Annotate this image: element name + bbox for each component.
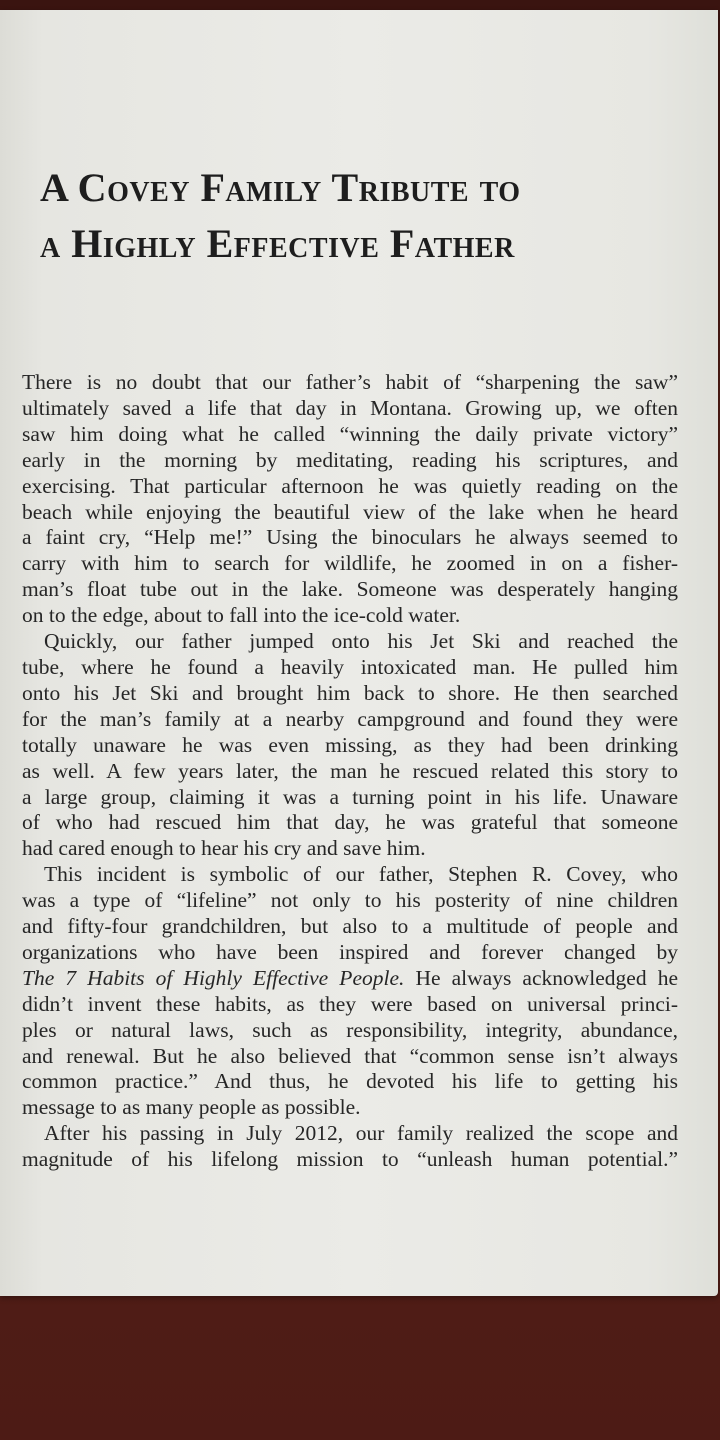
body-text (22, 370, 678, 1173)
text-line (22, 966, 678, 992)
text-line: of who had rescued him that day, he was grateful that someone (22, 810, 678, 835)
paragraph-1 (22, 370, 678, 629)
text-line: After his passing in July 2012, our family realized the scope and (44, 1121, 678, 1146)
text-line: ples or natural laws, such as responsibility, integrity, abundance, (22, 1017, 678, 1042)
text-line: a large group, claiming it was a turning point in his life. Unaware (22, 784, 678, 809)
text-line: message to as many people as possible. (22, 1095, 361, 1120)
text-line: and fifty-four grandchildren, but also to a multitude of people and (22, 914, 678, 939)
text-line: had cared enough to hear his cry and save him. (22, 836, 426, 861)
text-line: saw him doing what he called “winning the daily private victory” (22, 421, 678, 446)
text-line: man’s float tube out in the lake. Someone was desperately hanging (22, 577, 678, 602)
text-line: beach while enjoying the beautiful view of the lake when he heard (22, 499, 678, 524)
paragraph-3 (22, 862, 678, 1121)
text-line: on to the edge, about to fall into the ice-cold water. (22, 603, 461, 628)
text-line: early in the morning by meditating, reading his scriptures, and (22, 447, 678, 472)
text-line: Quickly, our father jumped onto his Jet Ski and reached the (44, 629, 678, 654)
book-page (0, 10, 718, 1296)
text-line: ultimately saved a life that day in Montana. Growing up, we often (22, 395, 678, 420)
text-line: onto his Jet Ski and brought him back to shore. He then searched (22, 680, 678, 705)
text-line: didn’t invent these habits, as they were based on universal princi- (22, 991, 678, 1016)
text-line: exercising. That particular afternoon he was quietly reading on the (22, 473, 678, 498)
chapter-title-line-2: a Highly Effective Father (40, 221, 515, 266)
chapter-title (40, 160, 680, 272)
chapter-title-line-1: A Covey Family Tribute to (40, 165, 521, 210)
text-line: for the man’s family at a nearby campground and found they were (22, 706, 678, 731)
text-line: This incident is symbolic of our father, Stephen R. Covey, who (44, 862, 678, 887)
text-line: tube, where he found a heavily intoxicated man. He pulled him (22, 654, 678, 679)
paragraph-2 (22, 629, 678, 862)
book-title-italic: The 7 Habits of Highly Effective People. (22, 965, 405, 990)
text-line: There is no doubt that our father’s habit of “sharpening the saw” (22, 370, 678, 394)
text-line: a faint cry, “Help me!” Using the binoculars he always seemed to (22, 525, 678, 550)
text-fragment: He always acknowledged he (404, 965, 678, 990)
text-line: totally unaware he was even missing, as they had been drinking (22, 732, 678, 757)
text-line: and renewal. But he also believed that “common sense isn’t always (22, 1043, 678, 1068)
paragraph-4 (22, 1121, 678, 1173)
text-line: carry with him to search for wildlife, he zoomed in on a fisher- (22, 551, 678, 576)
text-line: common practice.” And thus, he devoted his life to getting his (22, 1069, 678, 1094)
text-line: was a type of “lifeline” not only to his posterity of nine children (22, 888, 678, 913)
text-line: magnitude of his lifelong mission to “unleash human potential.” (22, 1147, 678, 1172)
text-line: as well. A few years later, the man he rescued related this story to (22, 758, 678, 783)
text-line: organizations who have been inspired and forever changed by (22, 939, 678, 964)
